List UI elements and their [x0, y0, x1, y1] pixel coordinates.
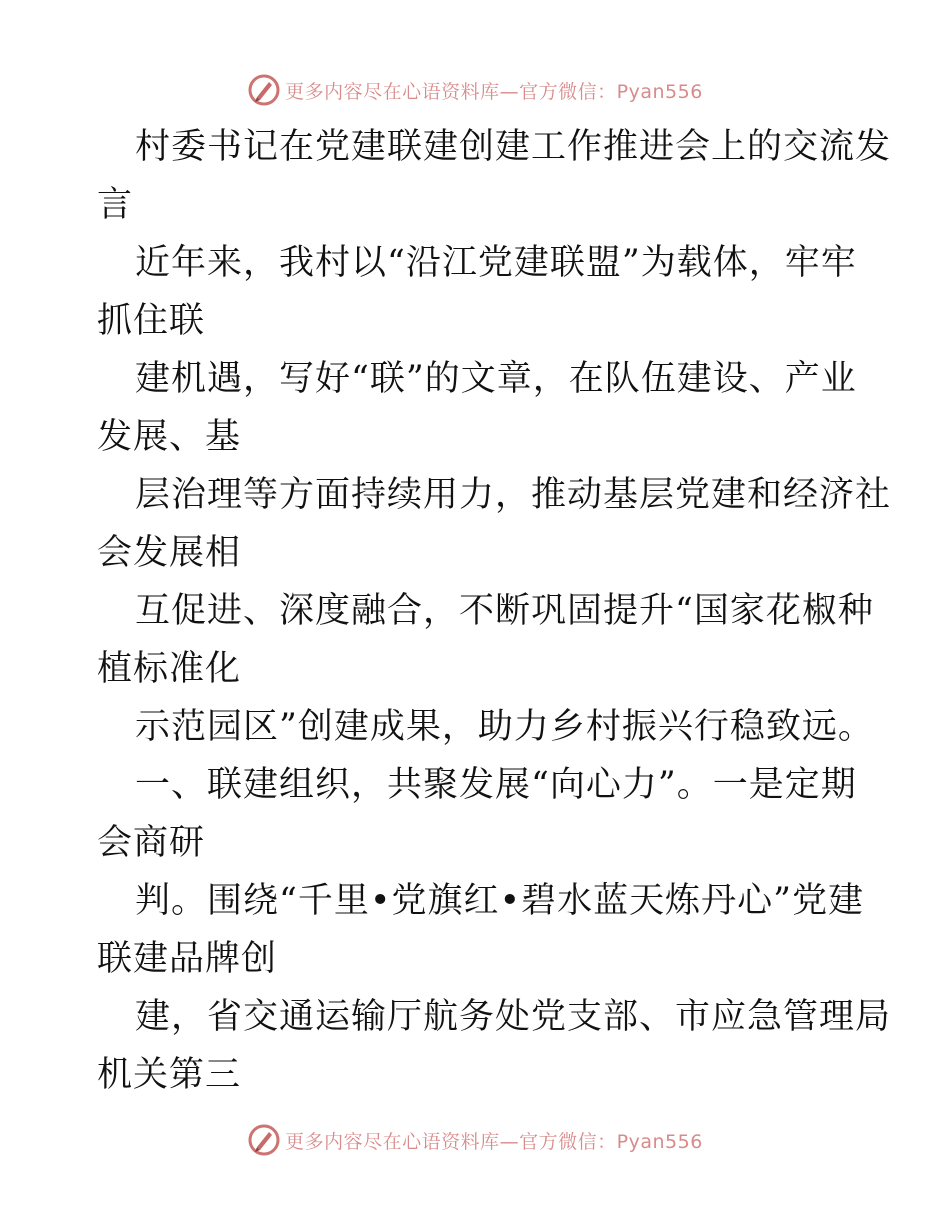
watermark-text: 更多内容尽在心语资料库—官方微信：Pyan556: [285, 80, 703, 103]
watermark-text: 更多内容尽在心语资料库—官方微信：Pyan556: [285, 1130, 703, 1153]
text-line: 会发展相: [97, 533, 242, 573]
text-line: 示范园区”创建成果，助力乡村振兴行稳致远。: [135, 707, 874, 747]
text-line: 层治理等方面持续用力，推动基层党建和经济社: [135, 475, 892, 515]
text-line: 会商研: [97, 823, 206, 863]
text-line: 村委书记在党建联建创建工作推进会上的交流发: [135, 127, 892, 167]
text-line: 近年来，我村以“沿江党建联盟”为载体，牢牢: [135, 243, 857, 283]
text-line: 植标准化: [97, 649, 242, 689]
text-line: 发展、基: [97, 417, 242, 457]
footer-watermark: [0, 1120, 950, 1160]
text-line: 言: [97, 185, 134, 225]
text-line: 判。围绕“千里•党旗红•碧水蓝天炼丹心”党建: [135, 881, 865, 921]
text-line: 建机遇，写好“联”的文章，在队伍建设、产业: [135, 359, 857, 399]
header-watermark: [0, 70, 950, 110]
text-line: 建，省交通运输厅航务处党支部、市应急管理局: [135, 997, 892, 1037]
text-line: 互促进、深度融合，不断巩固提升“国家花椒种: [135, 591, 874, 631]
text-line: 一、联建组织，共聚发展“向心力”。一是定期: [135, 765, 857, 805]
text-line: 抓住联: [97, 301, 206, 341]
document-body: [97, 118, 892, 1104]
logo-icon: [247, 73, 281, 107]
text-line: 机关第三: [97, 1055, 242, 1095]
logo-icon: [247, 1123, 281, 1157]
text-line: 联建品牌创: [97, 939, 278, 979]
